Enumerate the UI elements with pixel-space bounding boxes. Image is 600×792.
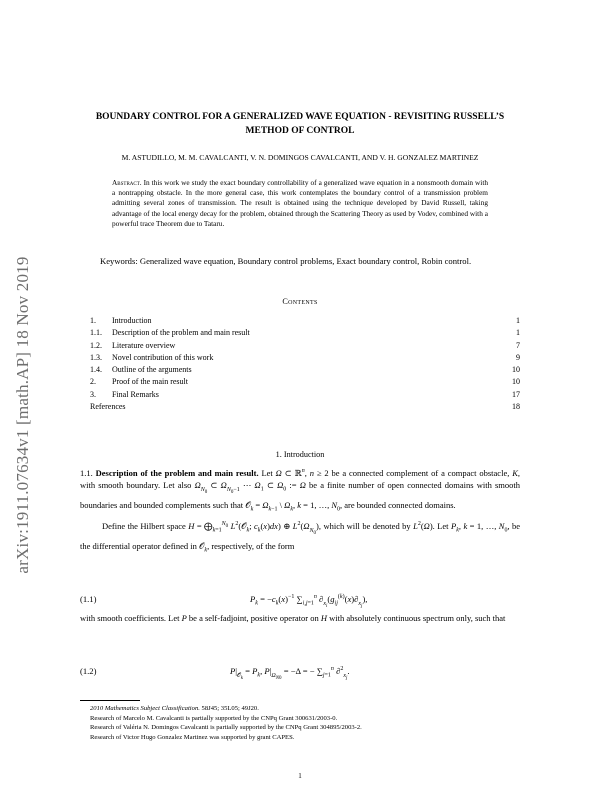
table-of-contents: [80, 315, 520, 413]
section-title-text: 1. Introduction: [275, 450, 325, 459]
footnote: Research of Marcelo M. Cavalcanti is partially supported by the CNPq Grant 300631/2003-0.: [90, 714, 338, 722]
footnotes: [80, 704, 520, 742]
toc-label: Literature overview: [112, 340, 176, 350]
paragraph: Define the Hilbert space $H = ⨁_{k=1}^{N_0}$ $L^2(𝒪_k$; $c_k(x)dx$) ⊕ $L^2(\Omega_{N_0})$, which will be denoted by $L^2(\Omega)$. Let $P_k$, k = 1, …, $N_0$, be the differential operator defined in 𝒪$_k$, respectively, of the form: [80, 520, 521, 554]
toc-entry[interactable]: [80, 352, 520, 364]
toc-number: 2.: [90, 377, 96, 387]
toc-entry[interactable]: [80, 315, 520, 327]
toc-number: 1.4.: [90, 365, 102, 375]
toc-page: 1: [516, 316, 520, 325]
toc-page: 10: [512, 365, 520, 375]
toc-entry[interactable]: [80, 364, 520, 376]
equation-label: (1.2): [80, 666, 97, 676]
contents-title: Contents: [282, 297, 318, 306]
toc-label: Final Remarks: [112, 389, 159, 399]
toc-page: 10: [512, 377, 520, 387]
paper-title: BOUNDARY CONTROL FOR A GENERALIZED WAVE EQUATION - REVISITING RUSSELL’S METHOD OF CONTROL: [95, 112, 505, 136]
toc-number: 1.1.: [90, 328, 102, 338]
section-title: [80, 450, 520, 459]
arxiv-stamp: [8, 230, 38, 600]
toc-number: 1.2.: [90, 340, 102, 350]
paragraph: with smooth coefficients. Let P be a self-fadjoint, positive operator on H with absolutely continuous spectrum only, such that: [80, 613, 506, 623]
page-number: 1: [298, 772, 302, 780]
footnote: Research of Victor Hugo Gonzalez Martinez was supported by grant CAPES.: [90, 733, 295, 741]
toc-label: Description of the problem and main result: [112, 328, 250, 338]
footnote-rule: [80, 700, 140, 701]
toc-label: Novel contribution of this work: [112, 352, 214, 362]
footnote: Research of Valéria N. Domingos Cavalcanti is partially supported by the CNPq Grant 304895/2003-2.: [90, 724, 362, 732]
toc-entry[interactable]: [80, 389, 520, 401]
msc-label: 2010 Mathematics Subject Classification.: [90, 705, 200, 712]
toc-page: 17: [512, 389, 520, 399]
toc-page: 9: [516, 352, 520, 362]
abstract: [112, 178, 488, 229]
equation-body: $P|_{𝒪_k} = P_k$, $P|_{\Omega_{N0}} = -\Delta$ = − $\sum_{j=1}^n$ ∂$^2_{x_j}$.: [230, 666, 350, 681]
msc-codes: 58J45; 35L05; 49J20.: [201, 705, 259, 712]
toc-number: 1.3.: [90, 352, 102, 362]
arxiv-identifier: arXiv:1911.07634v1 [math.AP] 18 Nov 2019: [13, 256, 32, 574]
subsection-title: Description of the problem and main result.: [95, 467, 259, 478]
toc-label: References: [90, 402, 126, 412]
toc-page: 7: [516, 340, 520, 350]
paragraph: 1.1. Description of the problem and main result. Let Ω ⊂ ℝ$^n$, n ≥ 2 be a connected complement of a compact obstacle, K, with smooth boundary. Let also $\Omega_{N_0}$ ⊂ $\Omega_{N_0-1}$ ⋯ $\Omega_1$ ⊂ $\Omega_0$ := Ω be a finite number of open connected domains with smooth boundaries and bounded complements such that 𝒪$_k$ = $\Omega_{k-1}$ \ $\Omega_k$, k = 1, …, $N_0$, are bounded connected domains.: [80, 467, 521, 513]
equation-body: $P_k = -c_k(x)^{-1}$ $\sum_{i,j=1}^n$ $\partial_{x_i}(g_{ij}^{(k)}(x)\partial_{x_j})$,: [250, 594, 368, 609]
toc-entry[interactable]: [80, 327, 520, 339]
toc-label: Introduction: [112, 316, 152, 325]
toc-page: 18: [512, 402, 520, 412]
subsection-number: 1.1.: [80, 467, 93, 478]
toc-number: 1.: [90, 316, 96, 325]
keywords: Keywords: Generalized wave equation, Boundary control problems, Exact boundary control, Robin control.: [100, 256, 472, 266]
abstract-label: Abstract.: [112, 178, 142, 187]
toc-page: 1: [516, 328, 520, 338]
toc-entry[interactable]: [80, 340, 520, 352]
footnote-msc: [80, 704, 520, 714]
paper-authors: M. ASTUDILLO, M. M. CAVALCANTI, V. N. DOMINGOS CAVALCANTI, AND V. H. GONZALEZ MARTINEZ: [121, 153, 479, 162]
toc-entry-references[interactable]: [80, 401, 520, 413]
toc-label: Outline of the arguments: [112, 365, 192, 375]
toc-label: Proof of the main result: [112, 377, 188, 387]
toc-entry[interactable]: [80, 376, 520, 388]
equation-label: (1.1): [80, 594, 97, 604]
abstract-text: In this work we study the exact boundary controllability of a generalized wave equation in a nonsmooth domain with a nontrapping obstacle. In the more general case, this work contemplates the boundary control of a transmission problem admitting several zones of transmission. The result is obtained using the technique developed by David Russell, taking advantage of the local energy decay for the problem, obtained through the Scattering Theory as used by Vodev, combined with a powerful trace Theorem due to Tataru.: [112, 178, 488, 228]
toc-number: 3.: [90, 389, 96, 399]
